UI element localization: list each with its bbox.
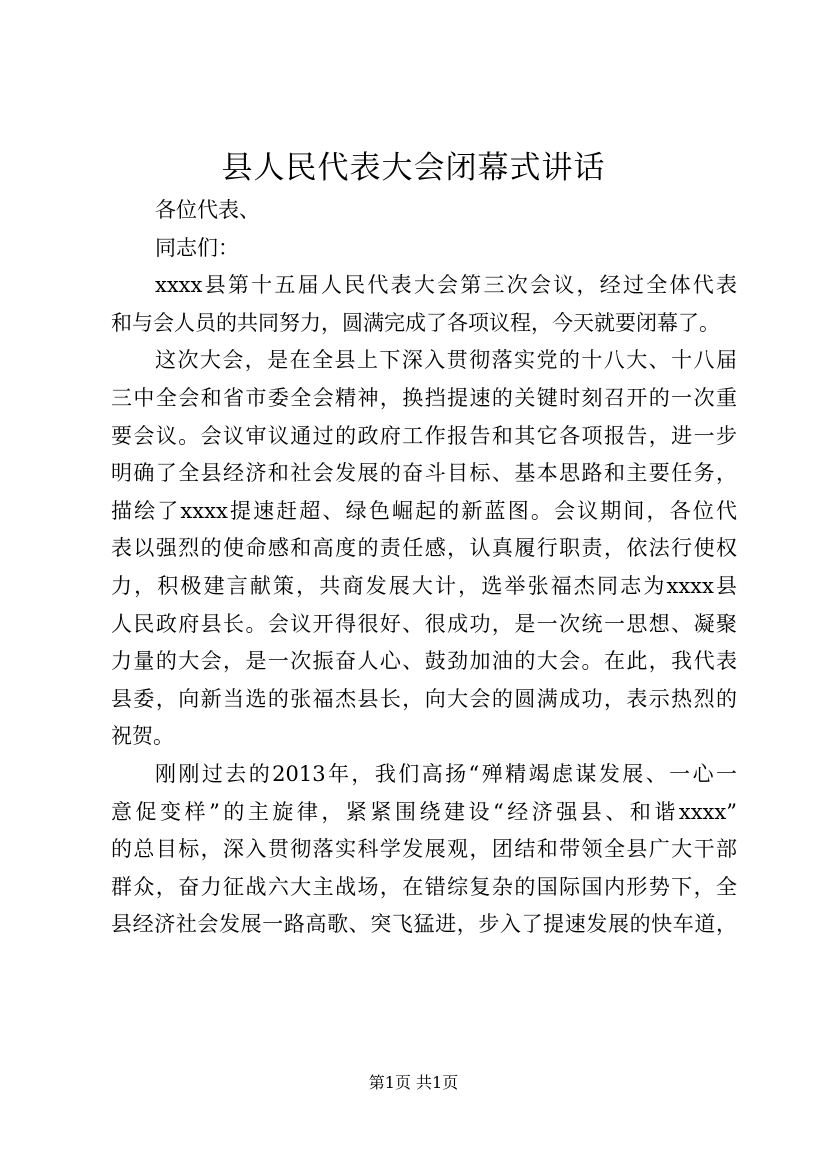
paragraph-line: 表以强烈的使命感和高度的责任感，认真履行职责，依法行使权 [111, 536, 737, 561]
paragraph-line: 群众，奋力征战六大主战场，在错综复杂的国际国内形势下，全 [111, 874, 737, 899]
paragraph-line: 祝贺。 [111, 724, 174, 749]
paragraph-line: 意促变样”的主旋律，紧紧围绕建设“经济强县、和谐xxxx” [111, 799, 737, 824]
document-body [111, 192, 737, 944]
paragraph-line: 力，积极建言献策，共商发展大计，选举张福杰同志为xxxx县 [111, 573, 737, 598]
paragraph-line: 明确了全县经济和社会发展的奋斗目标、基本思路和主要任务， [111, 461, 737, 486]
paragraph-line: 县委，向新当选的张福杰县长，向大会的圆满成功，表示热烈的 [111, 686, 737, 711]
salutation-line: 各位代表、 [155, 198, 260, 222]
paragraph-line: xxxx县第十五届人民代表大会第三次会议，经过全体代表 [155, 273, 737, 298]
paragraph-line: 县经济社会发展一路高歌、突飞猛进，步入了提速发展的快车道， [111, 912, 737, 937]
page-footer: 第1页 共1页 [368, 1073, 459, 1092]
paragraph-line: 的总目标，深入贯彻落实科学发展观，团结和带领全县广大干部 [111, 837, 737, 862]
paragraph-line: 人民政府县长。会议开得很好、很成功，是一次统一思想、凝聚 [111, 611, 737, 636]
document-title: 县人民代表大会闭幕式讲话 [221, 150, 606, 186]
paragraph-line: 要会议。会议审议通过的政府工作报告和其它各项报告，进一步 [111, 423, 737, 448]
paragraph-line: 刚刚过去的2013年，我们高扬“殚精竭虑谋发展、一心一 [155, 761, 737, 786]
paragraph-line: 这次大会，是在全县上下深入贯彻落实党的十八大、十八届 [155, 348, 737, 373]
paragraph-line: 力量的大会，是一次振奋人心、鼓劲加油的大会。在此，我代表 [111, 649, 737, 674]
paragraph-line: 和与会人员的共同努力，圆满完成了各项议程，今天就要闭幕了。 [111, 310, 720, 335]
paragraph-line: 描绘了xxxx提速赶超、绿色崛起的新蓝图。会议期间，各位代 [111, 498, 737, 523]
paragraph-line: 三中全会和省市委全会精神，换挡提速的关键时刻召开的一次重 [111, 385, 737, 410]
salutation-line: 同志们： [155, 235, 239, 260]
